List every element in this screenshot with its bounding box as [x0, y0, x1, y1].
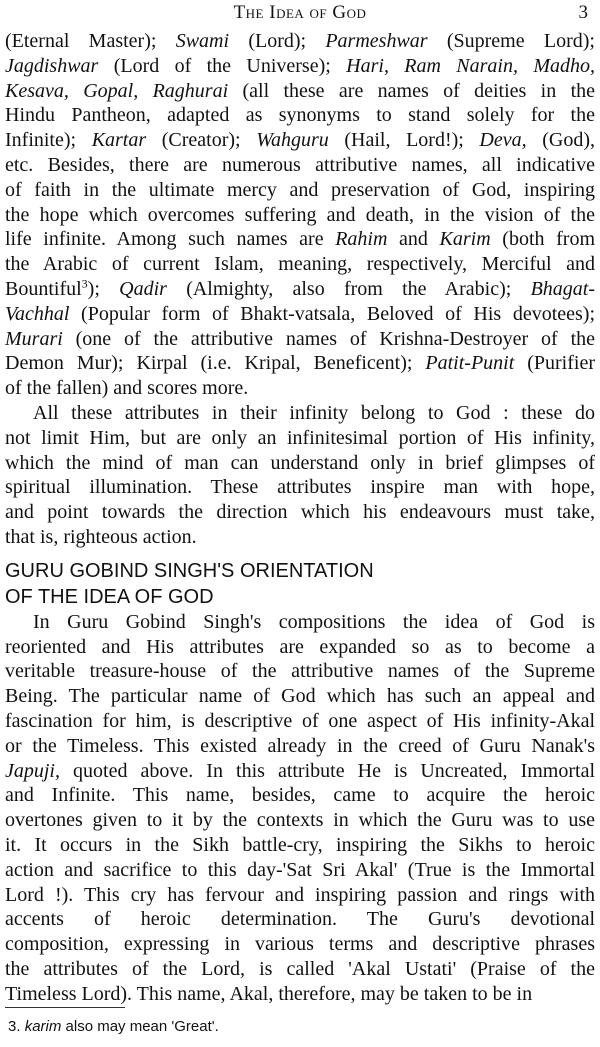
text-run: of the fallen) and scores more.	[5, 377, 249, 400]
text-line	[5, 178, 595, 203]
text-run: In Guru Gobind Singh's compositions the idea of God is	[33, 610, 595, 633]
page-number: 3	[578, 2, 588, 23]
text-run: action and sacrifice to this day-'Sat Sri Akal' (True is the Immortal	[5, 858, 595, 881]
text-run: etc. Besides, there are numerous attributive names, all indicative	[5, 153, 595, 176]
text-run: Patit-Punit	[425, 352, 515, 375]
text-line	[5, 401, 595, 426]
text-run: Hindu Pantheon, adapted as synonyms to stand solely for the	[5, 104, 595, 127]
text-line	[5, 128, 595, 153]
text-line	[5, 277, 595, 302]
text-line	[5, 451, 595, 476]
text-run: veritable treasure-house of the attributive names of the Supreme	[5, 660, 595, 683]
text-line	[5, 203, 595, 228]
text-line	[5, 29, 595, 54]
text-run: Bountiful	[5, 277, 82, 300]
text-run: Being. The particular name of God which has such an appeal and	[5, 685, 595, 708]
text-run: reoriented and His attributes are expanded so as to become a	[5, 635, 595, 658]
text-run: );	[87, 277, 120, 300]
section-heading-line-1: GURU GOBIND SINGH'S ORIENTATION	[5, 559, 374, 582]
text-line	[5, 153, 595, 178]
text-run: Lord !). This cry has fervour and inspiring passion and rings with	[5, 883, 595, 906]
text-line	[5, 426, 595, 451]
text-run: Swami	[175, 30, 230, 52]
text-line	[5, 475, 595, 500]
text-line	[5, 684, 595, 709]
text-line	[5, 932, 595, 957]
text-line	[5, 783, 595, 808]
text-run: spiritual illumination. These attributes inspire man with hope,	[5, 476, 595, 499]
text-run: (God),	[526, 129, 595, 152]
text-run: that is, righteous action.	[5, 525, 197, 548]
text-line	[5, 659, 595, 684]
text-run: Rahim	[335, 228, 388, 251]
text-run: Bhagat-	[530, 277, 595, 300]
text-run: Timeless Lord). This name, Akal, therefore, may be taken to be in	[5, 982, 533, 1005]
text-run: it. It occurs in the Sikh battle-cry, inspiring the Sikhs to heroic	[5, 833, 595, 856]
text-run: and Infinite. This name, besides, came to acquire the heroic	[5, 784, 595, 807]
text-line	[5, 54, 595, 79]
text-run: composition, expressing in various terms and descriptive phrases	[5, 933, 595, 956]
text-run: overtones given to it by the contexts in which the Guru was to use	[5, 809, 595, 832]
paragraph-guru-gobind-singh	[5, 610, 595, 1007]
text-line	[5, 302, 595, 327]
text-line	[5, 327, 595, 352]
text-line	[5, 982, 595, 1007]
text-run: (Lord of the Universe);	[98, 54, 347, 77]
running-title: The Idea of God	[233, 2, 367, 23]
footnote-marker: 3	[81, 276, 88, 291]
text-run: the Arabic of current Islam, meaning, respectively, Merciful and	[5, 253, 595, 276]
section-heading-line-2: OF THE IDEA OF GOD	[5, 585, 214, 608]
text-run: Murari	[5, 327, 63, 350]
text-run: (Supreme Lord);	[427, 30, 595, 52]
text-line	[5, 759, 595, 784]
text-line	[5, 500, 595, 525]
text-run: Parmeshwar	[325, 30, 428, 52]
text-run: Japuji,	[5, 759, 60, 782]
text-line	[5, 957, 595, 982]
text-run: (Eternal Master);	[5, 30, 176, 52]
text-run: (all these are names of deities in the	[228, 79, 595, 102]
text-line	[5, 252, 595, 277]
text-run: (Lord);	[229, 30, 326, 52]
text-line	[5, 833, 595, 858]
text-run: Infinite);	[5, 129, 92, 152]
paragraph-attributes	[5, 401, 595, 550]
text-run: Deva,	[479, 129, 527, 152]
text-run: (Hail, Lord!);	[328, 129, 480, 152]
text-line	[5, 525, 595, 550]
footnote-number: 3.	[8, 1018, 21, 1035]
paragraph-names-of-god	[5, 29, 595, 401]
text-line	[5, 907, 595, 932]
text-run: (Creator);	[146, 129, 257, 152]
text-line	[5, 103, 595, 128]
text-run: Kartar	[91, 129, 147, 152]
text-line	[5, 610, 595, 635]
text-run: All these attributes in their infinity belong to God : these do	[33, 401, 595, 424]
text-run: accents of heroic determination. The Guru's devotional	[5, 908, 595, 931]
text-line	[5, 808, 595, 833]
text-line	[5, 858, 595, 883]
text-run: Hari, Ram Narain, Madho,	[346, 54, 595, 77]
text-run: (Popular form of Bhakt-vatsala, Beloved of His devotees);	[69, 302, 595, 325]
text-run: Kesava, Gopal, Raghurai	[5, 79, 229, 102]
text-line	[5, 883, 595, 908]
text-line	[5, 79, 595, 104]
footnote-term: karim	[24, 1018, 62, 1035]
text-run: and point towards the direction which his endeavours must take,	[5, 501, 595, 524]
text-run: the hope which overcomes suffering and death, in the vision of the	[5, 203, 595, 226]
text-run: (Almighty, also from the Arabic);	[166, 277, 531, 300]
text-run: quoted above. In this attribute He is Uncreated, Immortal	[60, 759, 595, 782]
text-run: Qadir	[119, 277, 167, 300]
text-run: Vachhal	[5, 302, 70, 325]
body-text	[5, 29, 595, 1006]
text-run: which the mind of man can understand only in brief glimpses of	[5, 451, 595, 474]
text-line	[5, 376, 595, 401]
footnote-rule	[5, 1007, 125, 1008]
text-run: (one of the attributive names of Krishna-Destroyer of the	[62, 327, 595, 350]
text-run: Jagdishwar	[5, 54, 99, 77]
text-run: (both from	[490, 228, 595, 251]
text-run: life infinite. Among such names are	[5, 228, 336, 251]
text-run: the attributes of the Lord, is called 'Akal Ustati' (Praise of the	[5, 957, 595, 980]
text-line	[5, 734, 595, 759]
text-run: (Purifier	[514, 352, 595, 375]
footnote	[8, 1018, 219, 1035]
text-line	[5, 351, 595, 376]
text-line	[5, 227, 595, 252]
running-head	[0, 2, 600, 28]
text-run: Karim	[439, 228, 491, 251]
text-run: Wahguru	[256, 129, 329, 152]
text-run: or the Timeless. This existed already in the creed of Guru Nanak's	[5, 734, 595, 757]
text-line	[5, 635, 595, 660]
text-run: fascination for him, is descriptive of one aspect of His infinity-Akal	[5, 709, 595, 732]
text-run: of faith in the ultimate mercy and preservation of God, inspiring	[5, 178, 595, 201]
text-run: not limit Him, but are only an infinitesimal portion of His infinity,	[5, 426, 595, 449]
text-run: Demon Mur); Kirpal (i.e. Kripal, Beneficent);	[5, 352, 426, 375]
footnote-text: also may mean 'Great'.	[61, 1018, 219, 1035]
text-line	[5, 709, 595, 734]
text-run: and	[387, 228, 440, 251]
